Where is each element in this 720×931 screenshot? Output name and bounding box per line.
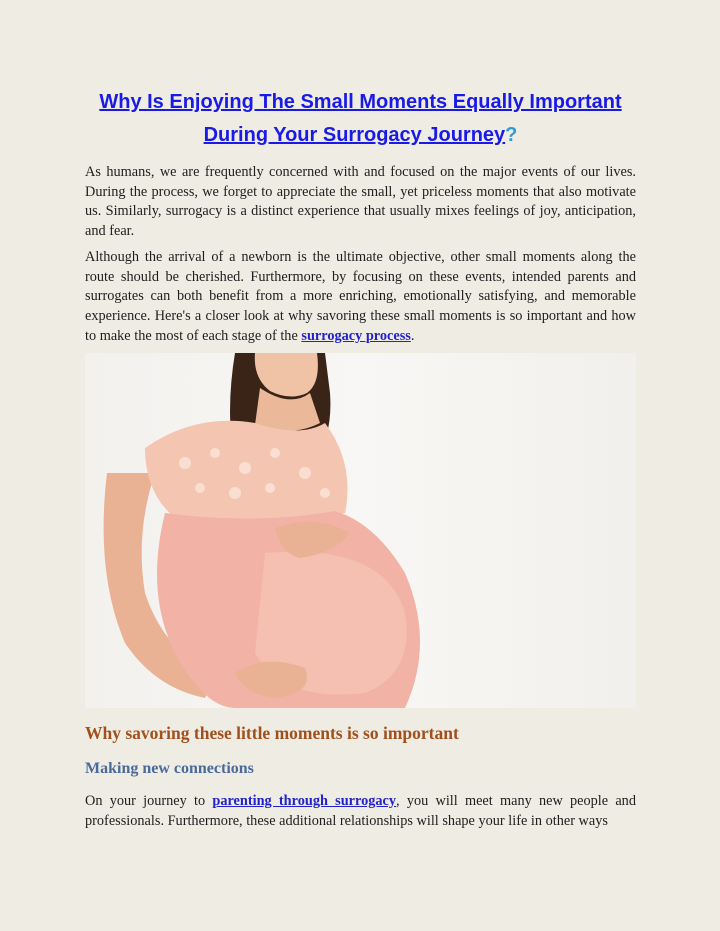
second-paragraph — [85, 248, 636, 347]
second-paragraph-text: Although the arrival of a newborn is the ultimate objective, other small moments along the route should be cherished. Furthermore, by focusing on these events, intended parents and surrogates can both benefit from a more enriching, emotionally satisfying, and memorable experience. Here's a closer look at why savoring these small moments is so important and how to make the most of each stage of the — [85, 249, 636, 344]
subsection-heading: Making new connections — [85, 760, 254, 777]
intro-paragraph: As humans, we are frequently concerned with and focused on the major events of our lives. During the process, we forget to appreciate the small, yet priceless moments that also motivate us. Similarly, surrogacy is a distinct experience that usually mixes feelings of joy, anticipation, and fear. — [85, 164, 636, 240]
connections-paragraph — [85, 792, 636, 831]
second-paragraph-end: . — [410, 327, 415, 344]
pregnant-woman-photo — [85, 353, 636, 708]
section-heading: Why savoring these little moments is so important — [85, 723, 459, 743]
article-title — [85, 86, 636, 152]
pregnant-woman-illustration — [85, 353, 636, 708]
title-question-mark: ? — [505, 124, 518, 146]
parenting-through-surrogacy-link[interactable]: parenting through surrogacy — [212, 793, 397, 809]
title-link-line1[interactable]: Why Is Enjoying The Small Moments Equally Important — [99, 91, 622, 113]
title-link-line2[interactable]: During Your Surrogacy Journey — [203, 124, 506, 146]
connections-paragraph-text: , you will meet many new people and professionals. Furthermore, these additional relationships will shape your life in other ways — [85, 793, 636, 829]
connections-paragraph-start: On your journey to — [85, 793, 213, 809]
surrogacy-process-link[interactable]: surrogacy process — [301, 327, 411, 344]
